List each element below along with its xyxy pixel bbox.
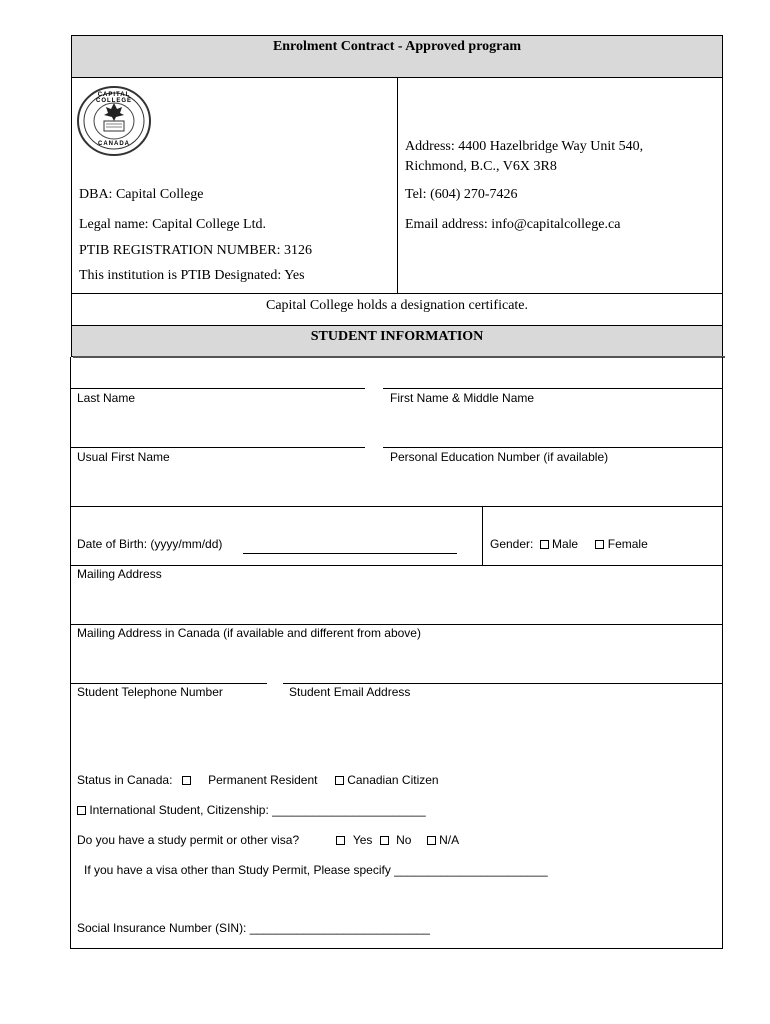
contract-title: Enrolment Contract - Approved program — [272, 39, 522, 54]
male-label: Male — [552, 537, 579, 551]
dob-row-top — [71, 506, 723, 507]
email-label: Student Email Address — [289, 685, 411, 699]
female-checkbox[interactable] — [595, 540, 604, 549]
usual-first-name-label: Usual First Name — [77, 450, 170, 464]
last-name-label: Last Name — [77, 391, 136, 405]
contract-header — [71, 35, 723, 78]
yes-checkbox[interactable] — [336, 836, 345, 845]
no-checkbox[interactable] — [380, 836, 389, 845]
gender-label: Gender: — [490, 537, 534, 551]
pen-field[interactable] — [384, 405, 721, 445]
email-text: Email address: info@capitalcollege.ca — [405, 217, 621, 232]
na-checkbox[interactable] — [427, 836, 436, 845]
mailing-address-canada-label: Mailing Address in Canada (if available and different from above) — [77, 626, 421, 640]
usual-first-name-field[interactable] — [72, 405, 364, 445]
email-field[interactable] — [284, 703, 721, 753]
status-checkbox[interactable] — [182, 776, 191, 785]
ptib-registration-text: PTIB REGISTRATION NUMBER: 3126 — [79, 243, 312, 258]
last-name-underline — [71, 388, 365, 389]
designation-note: Capital College holds a designation certificate. — [265, 298, 529, 313]
dob-label: Date of Birth: (yyyy/mm/dd) — [77, 537, 223, 551]
dob-field-underline — [243, 553, 457, 554]
pen-label: Personal Education Number (if available) — [390, 450, 609, 464]
yes-label: Yes — [352, 833, 373, 847]
student-info-header — [71, 325, 723, 357]
female-label: Female — [607, 537, 648, 551]
designation-note-box — [71, 293, 723, 326]
mailing-address-canada-field[interactable] — [72, 644, 721, 682]
telephone-label: Student Telephone Number — [77, 685, 223, 699]
first-name-underline — [383, 388, 723, 389]
mailing-address-top — [71, 565, 723, 566]
study-permit-row — [77, 833, 459, 847]
form-bottom-border — [70, 948, 723, 949]
dob-gender-divider — [482, 506, 483, 565]
international-row — [77, 803, 426, 817]
dba-text: DBA: Capital College — [79, 187, 204, 202]
institution-divider — [397, 77, 398, 294]
college-logo — [76, 85, 152, 157]
telephone-field[interactable] — [72, 703, 267, 753]
mailing-address-field[interactable] — [72, 585, 721, 623]
usual-first-name-underline — [71, 447, 365, 448]
no-label: No — [396, 833, 412, 847]
header-shadow — [73, 356, 725, 358]
telephone-top — [71, 683, 267, 684]
permanent-resident-label: Permanent Resident — [208, 773, 318, 787]
form-right-border — [722, 357, 723, 949]
address-line2: Richmond, B.C., V6X 3R8 — [405, 159, 557, 174]
pen-underline — [383, 447, 723, 448]
address-line1: Address: 4400 Hazelbridge Way Unit 540, — [405, 139, 644, 154]
last-name-field[interactable] — [72, 360, 364, 387]
form-left-border — [70, 357, 71, 949]
na-label: N/A — [439, 833, 460, 847]
international-student-label: International Student, Citizenship: _______________________ — [89, 803, 426, 817]
logo-top-text: CAPITAL COLLEGE — [95, 92, 132, 104]
dob-field[interactable] — [243, 535, 457, 552]
canadian-citizen-checkbox[interactable] — [335, 776, 344, 785]
first-middle-name-label: First Name & Middle Name — [390, 391, 535, 405]
visa-specify-text: If you have a visa other than Study Permit, Please specify _______________________ — [84, 863, 548, 877]
first-middle-name-field[interactable] — [384, 360, 721, 387]
international-student-checkbox[interactable] — [77, 806, 86, 815]
gender-group — [490, 537, 648, 551]
status-label: Status in Canada: — [77, 773, 173, 787]
telephone-text: Tel: (604) 270-7426 — [405, 187, 518, 202]
mailing-address-label: Mailing Address — [77, 567, 162, 581]
student-info-title: STUDENT INFORMATION — [310, 329, 484, 344]
legal-name-text: Legal name: Capital College Ltd. — [79, 217, 266, 232]
canadian-citizen-label: Canadian Citizen — [347, 773, 439, 787]
study-permit-question: Do you have a study permit or other visa? — [77, 833, 300, 847]
status-row — [77, 773, 439, 787]
email-top — [283, 683, 723, 684]
male-checkbox[interactable] — [540, 540, 549, 549]
sin-text: Social Insurance Number (SIN): ___________________________ — [77, 921, 430, 935]
ptib-designated-text: This institution is PTIB Designated: Yes — [79, 268, 305, 283]
mailing-address-canada-top — [71, 624, 723, 625]
logo-bottom-text: CANADA — [98, 141, 130, 147]
